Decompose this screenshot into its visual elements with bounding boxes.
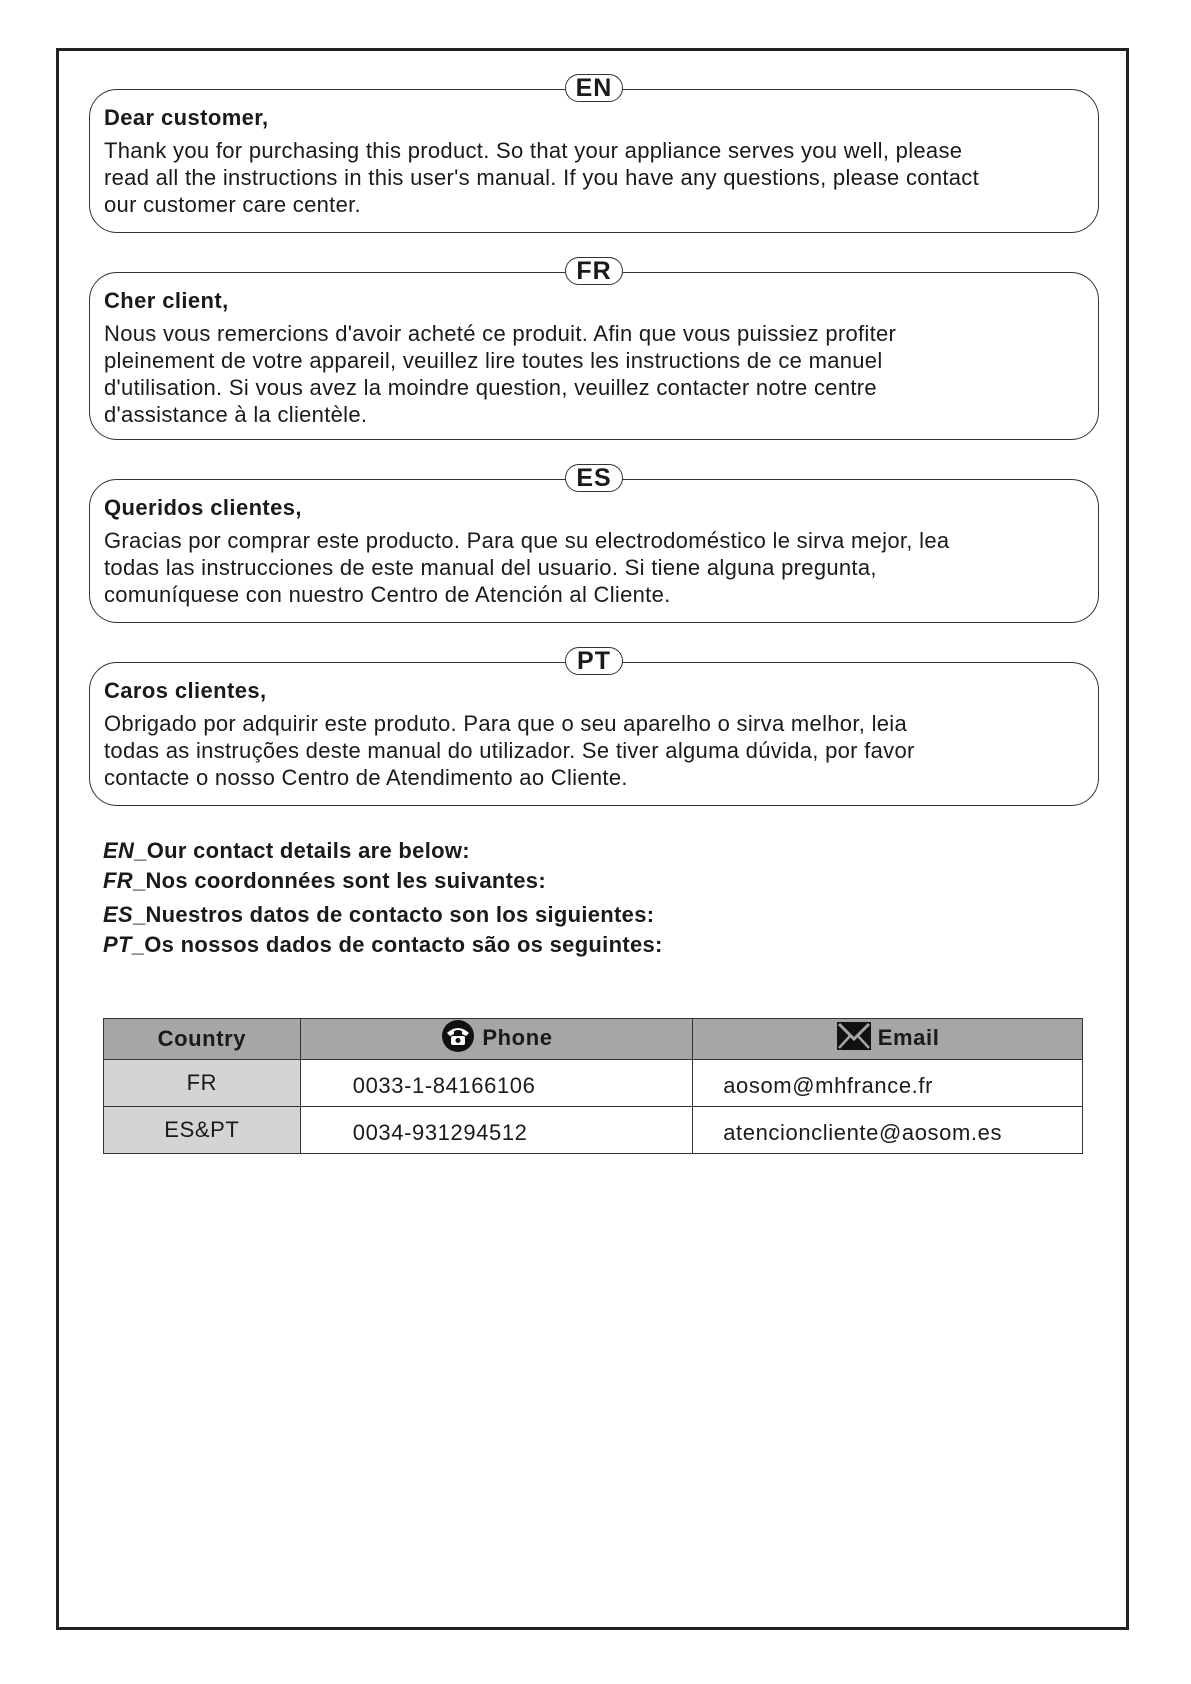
contact-intro-pt: PT_Os nossos dados de contacto são os seguintes: <box>103 932 663 957</box>
table-header-row <box>104 1019 1083 1060</box>
body-text-pt: Obrigado por adquirir este produto. Para que o seu aparelho o sirva melhor, leia todas as instruções deste manual do utilizador. Se tiver alguma dúvida, por favor contacte o nosso Centro de Atendimento ao Cliente. <box>104 711 915 790</box>
header-phone: Phone <box>300 1019 692 1060</box>
language-tag-fr: FR <box>565 257 623 285</box>
language-tag-es: ES <box>565 464 623 492</box>
contact-table <box>103 1018 1083 1154</box>
greeting-pt: Caros clientes, <box>104 678 267 703</box>
envelope-icon <box>836 1019 872 1059</box>
greeting-fr: Cher client, <box>104 288 229 313</box>
section-en <box>89 74 1099 233</box>
table-row <box>104 1107 1083 1154</box>
section-fr <box>89 257 1099 440</box>
contact-intro-en: EN_Our contact details are below: <box>103 838 470 863</box>
section-pt <box>89 647 1099 806</box>
header-email: Email <box>693 1019 1083 1060</box>
contact-intro-fr: FR_Nos coordonnées sont les suivantes: <box>103 868 546 893</box>
language-tag-pt: PT <box>565 647 623 675</box>
body-text-es: Gracias por comprar este producto. Para que su electrodoméstico le sirva mejor, lea todas las instrucciones de este manual del usuario. Si tiene alguna pregunta, comuníquese con nuestro Centro de Atención al Cliente. <box>104 528 950 607</box>
body-text-fr: Nous vous remercions d'avoir acheté ce produit. Afin que vous puissiez profiter pleinement de votre appareil, veuillez lire toutes les instructions de ce manuel d'utilisation. Si vous avez la moindre question, veuillez contacter notre centre d'assistance à la clientèle. <box>104 321 897 427</box>
greeting-en: Dear customer, <box>104 105 269 130</box>
row-country: ES&PT <box>104 1107 301 1154</box>
header-country: Country <box>104 1019 301 1060</box>
telephone-icon <box>440 1019 476 1059</box>
row-phone: 0033-1-84166106 <box>300 1060 692 1107</box>
contact-intro <box>103 836 663 960</box>
language-tag-en: EN <box>565 74 623 102</box>
row-phone: 0034-931294512 <box>300 1107 692 1154</box>
body-text-en: Thank you for purchasing this product. So that your appliance serves you well, please read all the instructions in this user's manual. If you have any questions, please contact our customer care center. <box>104 138 980 217</box>
table-row <box>104 1060 1083 1107</box>
row-email: atencioncliente@aosom.es <box>693 1107 1083 1154</box>
section-es <box>89 464 1099 623</box>
row-country: FR <box>104 1060 301 1107</box>
contact-intro-es: ES_Nuestros datos de contacto son los siguientes: <box>103 902 655 927</box>
row-email: aosom@mhfrance.fr <box>693 1060 1083 1107</box>
greeting-es: Queridos clientes, <box>104 495 302 520</box>
